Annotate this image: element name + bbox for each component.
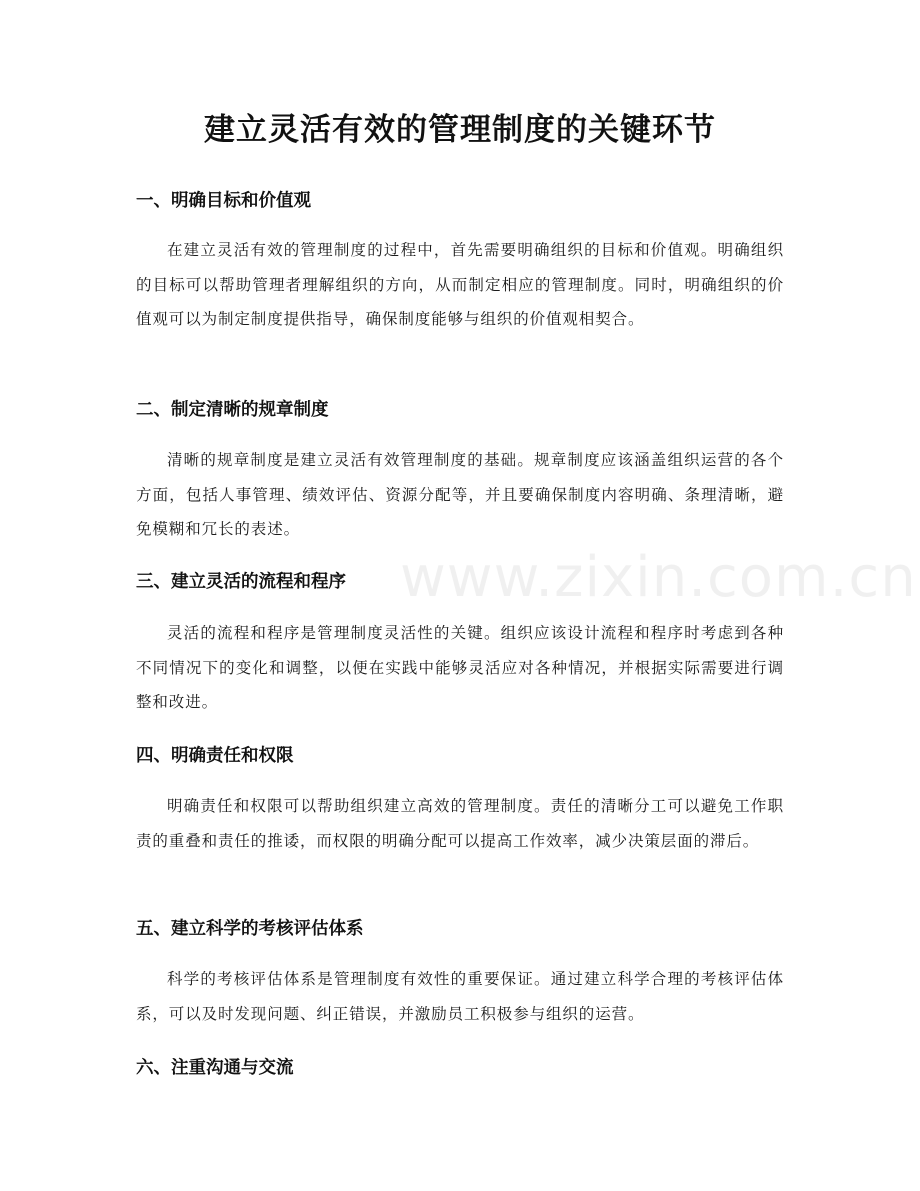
watermark: www.zixin.com.cn [400,545,917,610]
document-title: 建立灵活有效的管理制度的关键环节 [204,112,716,148]
section-paragraph-4: 明确责任和权限可以帮助组织建立高效的管理制度。责任的清晰分工可以避免工作职责的重叠和责任的推诿，而权限的明确分配可以提高工作效率，减少决策层面的滞后。 [136,797,784,850]
section-heading-2: 二、制定清晰的规章制度 [136,400,329,420]
section-paragraph-1: 在建立灵活有效的管理制度的过程中，首先需要明确组织的目标和价值观。明确组织的目标可以帮助管理者理解组织的方向，从而制定相应的管理制度。同时，明确组织的价值观可以为制定制度提供指导，确保制度能够与组织的价值观相契合。 [136,241,784,328]
section-paragraph-2: 清晰的规章制度是建立灵活有效管理制度的基础。规章制度应该涵盖组织运营的各个方面，包括人事管理、绩效评估、资源分配等，并且要确保制度内容明确、条理清晰，避免模糊和冗长的表述。 [136,451,784,538]
section-heading-6: 六、注重沟通与交流 [136,1058,294,1078]
section-heading-5: 五、建立科学的考核评估体系 [136,919,364,939]
section-heading-1: 一、明确目标和价值观 [136,191,311,211]
section-paragraph-3: 灵活的流程和程序是管理制度灵活性的关键。组织应该设计流程和程序时考虑到各种不同情况下的变化和调整，以便在实践中能够灵活应对各种情况，并根据实际需要进行调整和改进。 [136,624,784,711]
section-heading-4: 四、明确责任和权限 [136,746,294,766]
section-paragraph-5: 科学的考核评估体系是管理制度有效性的重要保证。通过建立科学合理的考核评估体系，可以及时发现问题、纠正错误，并激励员工积极参与组织的运营。 [136,970,784,1023]
section-heading-3: 三、建立灵活的流程和程序 [136,572,346,592]
